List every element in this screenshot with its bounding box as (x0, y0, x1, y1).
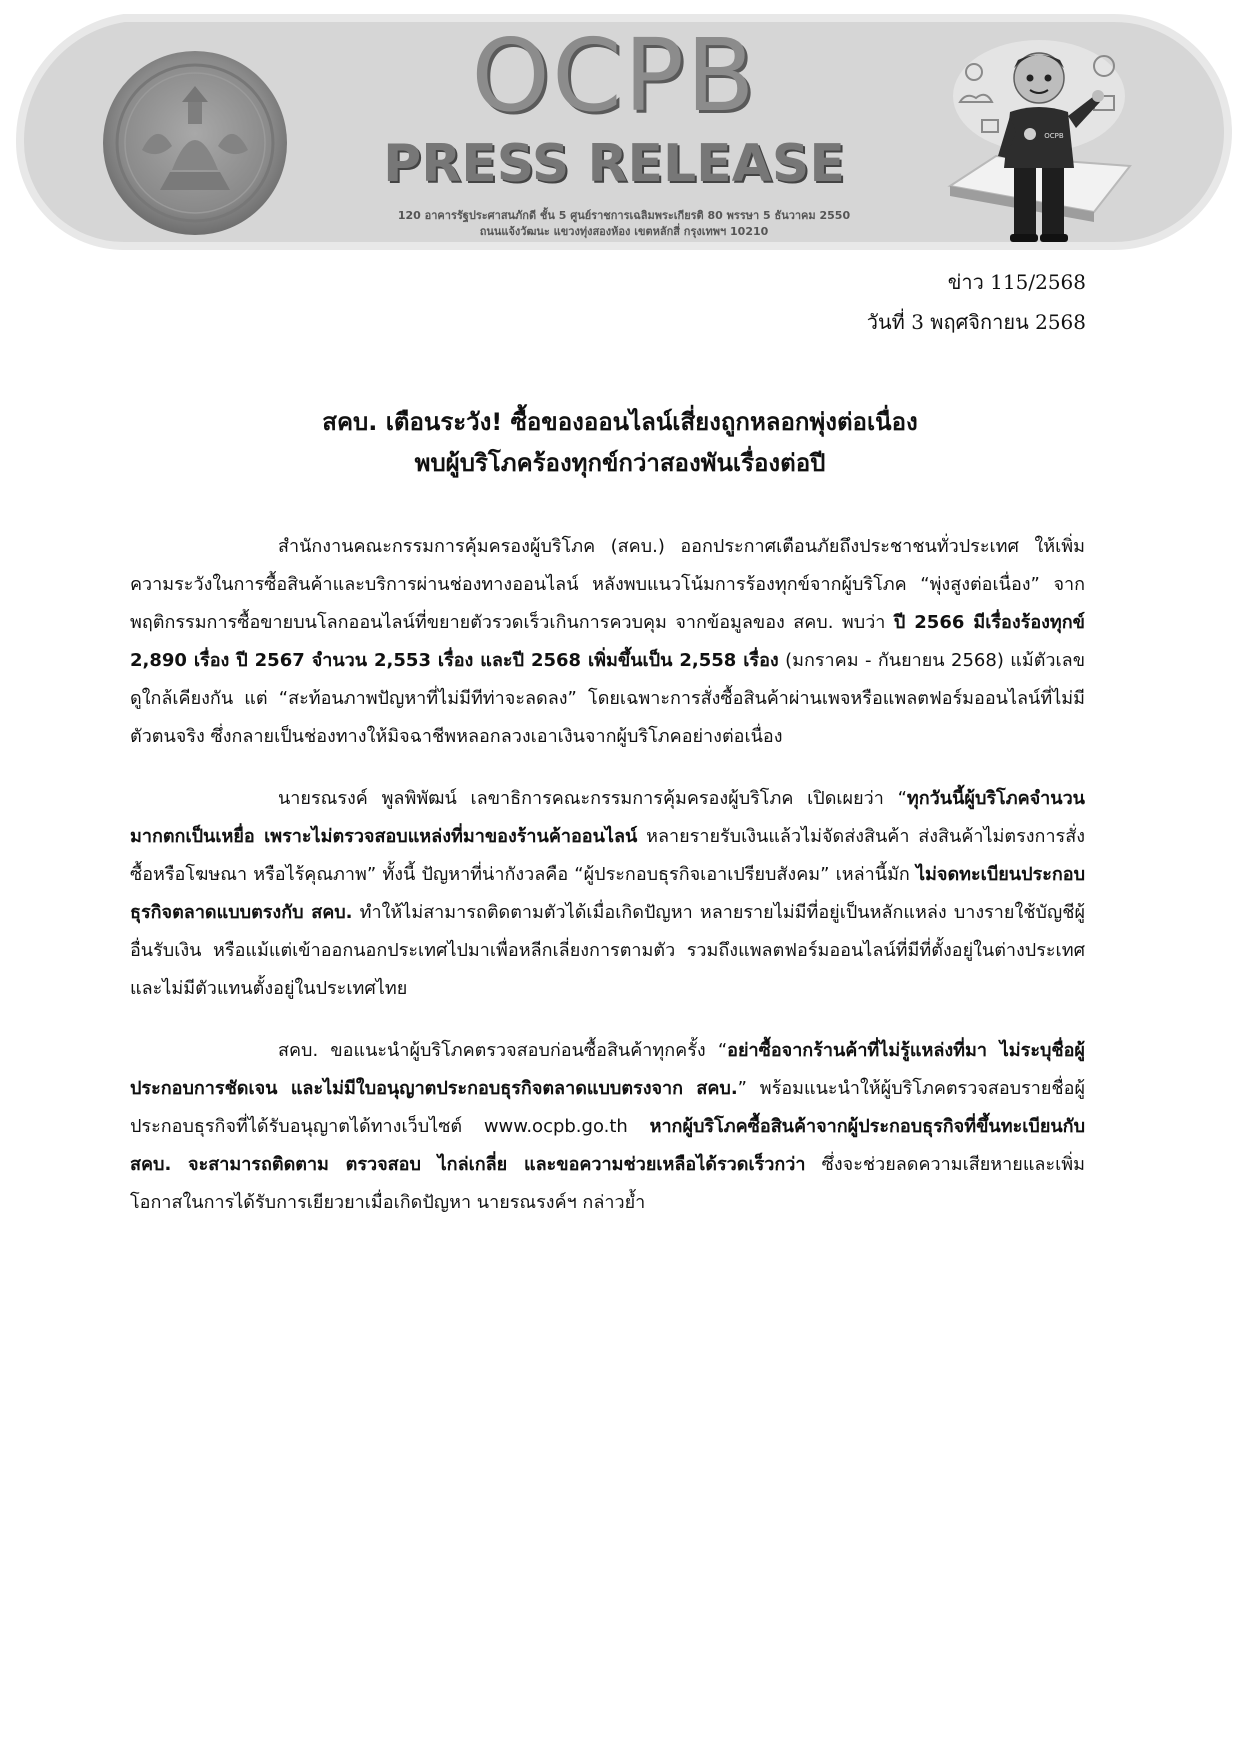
p2-text-e: ทำให้ไม่สามารถติดตามตัวได้เมื่อเกิดปัญหา หลายรายไม่มีที่อยู่เป็นหลักแหล่ง บางรายใช้บัญชีผู้อื่นรับเงิน หรือแม้แต่เข้าออกนอกประเทศไปมาเพื่อหลีกเลี่ยงการตามตัว รวมถึงแพลตฟอร์มออนไลน์ที่มีที่ตั้งอยู่ในต่างประเทศและไม่มีตัวแทนตั้งอยู่ในประเทศไทย (130, 902, 1085, 999)
article-body (130, 528, 1085, 1222)
p3-text-c: ” พร้อมแนะนำให้ผู้บริโภคตรวจสอบรายชื่อผู้ประกอบธุรกิจที่ได้รับอนุญาตได้ทางเว็บไซต์ www.ocpb.go.th (130, 1078, 1085, 1137)
office-address (314, 208, 934, 240)
p1-bold-b: ปี 2566 มีเรื่องร้องทุกข์ 2,890 เรื่อง ปี 2567 จำนวน 2,553 เรื่อง และปี 2568 เพิ่มขึ้นเป็น 2,558 เรื่อง (130, 612, 1085, 671)
government-seal-icon (102, 50, 288, 236)
p3-text-a: สคบ. ขอแนะนำผู้บริโภคตรวจสอบก่อนซื้อสินค้าทุกครั้ง “ (278, 1040, 728, 1061)
mascot-shirt-badge: OCPB (1044, 132, 1064, 140)
headline-line-2: พบผู้บริโภคร้องทุกข์กว่าสองพันเรื่องต่อปี (414, 449, 826, 477)
p3-text-e: ซึ่งจะช่วยลดความเสียหายและเพิ่มโอกาสในการได้รับการเยียวยาเมื่อเกิดปัญหา นายรณรงค์ฯ กล่าวย้ำ (130, 1154, 1085, 1213)
p3-bold-b: อย่าซื้อจากร้านค้าที่ไม่รู้แหล่งที่มา ไม่ระบุชื่อผู้ประกอบการชัดเจน และไม่มีใบอนุญาตประกอบธุรกิจตลาดแบบตรงจาก สคบ. (130, 1040, 1085, 1099)
release-date: วันที่ 3 พฤศจิกายน 2568 (866, 310, 1086, 334)
headline (130, 402, 1110, 484)
p1-text-c: (มกราคม - กันยายน 2568) แม้ตัวเลขดูใกล้เคียงกัน แต่ “สะท้อนภาพปัญหาที่ไม่มีทีท่าจะลดลง” โดยเฉพาะการสั่งซื้อสินค้าผ่านเพจหรือแพลตฟอร์มออนไลน์ที่ไม่มีตัวตนจริง ซึ่งกลายเป็นช่องทางให้มิจฉาชีพหลอกลวงเอาเงินจากผู้บริโภคอย่างต่อเนื่อง (130, 650, 1085, 747)
paragraph-2 (130, 780, 1085, 1008)
p2-bold-b: ทุกวันนี้ผู้บริโภคจำนวนมากตกเป็นเหยื่อ เพราะไม่ตรวจสอบแหล่งที่มาของร้านค้าออนไลน์ (130, 788, 1085, 847)
badge-icon (1024, 128, 1036, 140)
address-line-1: 120 อาคารรัฐประศาสนภักดี ชั้น 5 ศูนย์ราชการเฉลิมพระเกียรติ 80 พรรษา 5 ธันวาคม 2550 (397, 209, 851, 222)
p2-text-a: นายรณรงค์ พูลพิพัฒน์ เลขาธิการคณะกรรมการคุ้มครองผู้บริโภค เปิดเผยว่า “ (278, 788, 907, 809)
address-line-2: ถนนแจ้งวัฒนะ แขวงทุ่งสองห้อง เขตหลักสี่ กรุงเทพฯ 10210 (479, 225, 769, 238)
paragraph-3 (130, 1032, 1085, 1222)
brand-title: OCPB (471, 17, 757, 134)
p2-bold-d: ไม่จดทะเบียนประกอบธุรกิจตลาดแบบตรงกับ สคบ. (130, 864, 1085, 923)
press-release-header (14, 12, 1234, 252)
p2-text-c: หลายรายรับเงินแล้วไม่จัดส่งสินค้า ส่งสินค้าไม่ตรงการสั่งซื้อหรือโฆษณา หรือไร้คุณภาพ” ทั้งนี้ ปัญหาที่น่ากังวลคือ “ผู้ประกอบธุรกิจเอาเปรียบสังคม” เหล่านี้มัก (130, 826, 1085, 885)
release-meta (867, 262, 1086, 342)
p1-text-a: สำนักงานคณะกรรมการคุ้มครองผู้บริโภค (สคบ.) ออกประกาศเตือนภัยถึงประชาชนทั่วประเทศ ให้เพิ่มความระวังในการซื้อสินค้าและบริการผ่านช่องทางออนไลน์ หลังพบแนวโน้มการร้องทุกข์จากผู้บริโภค “พุ่งสูงต่อเนื่อง” จากพฤติกรรมการซื้อขายบนโลกออนไลน์ที่ขยายตัวรวดเร็วเกินการควบคุม จากข้อมูลของ สคบ. พบว่า (130, 536, 1085, 633)
news-number: ข่าว 115/2568 (947, 270, 1086, 294)
paragraph-1 (130, 528, 1085, 756)
press-release-label: PRESS RELEASE (383, 134, 845, 194)
p3-bold-d: หากผู้บริโภคซื้อสินค้าจากผู้ประกอบธุรกิจที่ขึ้นทะเบียนกับ สคบ. จะสามารถติดตาม ตรวจสอบ ไกล่เกลี่ย และขอความช่วยเหลือได้รวดเร็วกว่า (130, 1116, 1085, 1175)
mascot-illustration (944, 36, 1134, 248)
headline-line-1: สคบ. เตือนระวัง! ซื้อของออนไลน์เสี่ยงถูกหลอกพุ่งต่อเนื่อง (322, 408, 918, 436)
